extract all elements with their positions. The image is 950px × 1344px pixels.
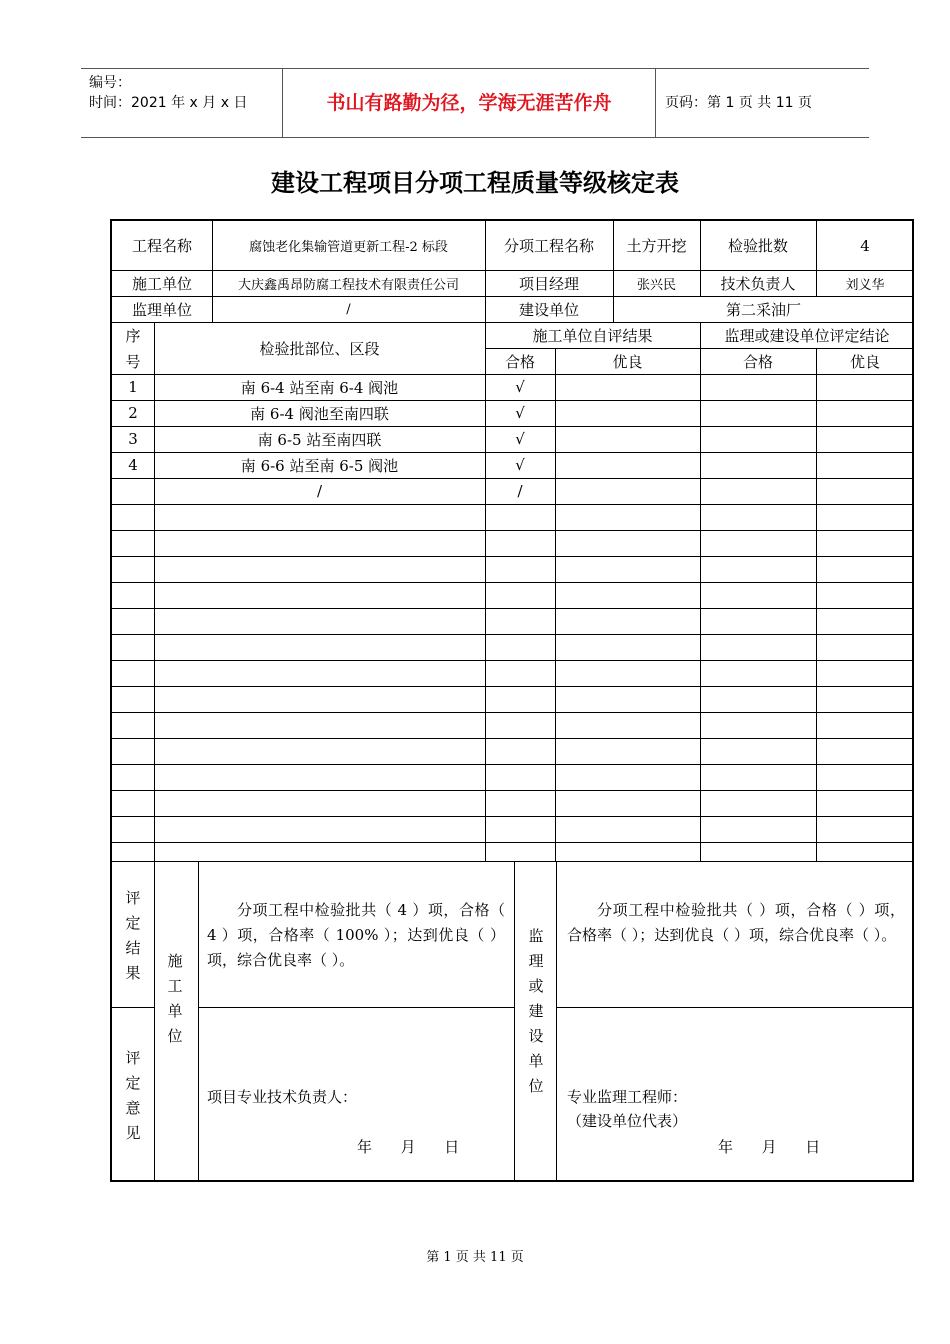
contractor-label: 施工单位: [131, 274, 192, 293]
grid-line: [112, 504, 914, 505]
row-pass: √: [515, 456, 525, 474]
grid-line: [112, 634, 914, 635]
result-label: 评 定 结 果: [125, 889, 141, 982]
grid-line: [198, 1007, 514, 1008]
row-location: 南 6-4 阀池至南四联: [250, 404, 389, 423]
grid-line: [112, 842, 914, 843]
row-pass: √: [515, 378, 525, 396]
row-location: 南 6-4 站至南 6-4 阀池: [240, 378, 399, 397]
grid-line: [154, 861, 155, 1182]
sub-project-label: 分项工程名称: [503, 237, 594, 255]
pass-header: 合格: [504, 352, 535, 371]
row-location: 南 6-5 站至南四联: [257, 430, 382, 449]
grid-line: [112, 712, 914, 713]
row-seq: [112, 478, 154, 504]
row-seq: 4: [128, 456, 138, 474]
supervisor-date: 年 月 日: [718, 1138, 821, 1156]
sup-excellent-header: 优良: [849, 352, 880, 371]
seq-header-1: 序: [125, 326, 141, 345]
tech-lead: 刘义华: [845, 277, 885, 293]
page-title: 建设工程项目分项工程质量等级核定表: [271, 168, 679, 197]
grid-line: [112, 790, 914, 791]
seq-header-2: 号: [125, 352, 141, 371]
contractor: 大庆鑫禹昂防腐工程技术有限责任公司: [237, 277, 459, 293]
grid-line: [112, 660, 914, 661]
grid-line: [198, 861, 199, 1182]
header-meta: [89, 73, 247, 113]
owner-rep-label: （建设单位代表）: [567, 1112, 688, 1130]
row-pass: √: [515, 430, 525, 448]
document-number-label: 编号：: [89, 75, 131, 91]
row-location: /: [316, 482, 323, 500]
grid-line: [112, 861, 914, 862]
grid-line: [112, 686, 914, 687]
pm: 张兴民: [636, 277, 676, 293]
grid-line: [556, 1007, 914, 1008]
motto: 书山有路勤为径，学海无涯苦作舟: [326, 92, 612, 114]
supervisor-unit-label: 监 理 或 建 设 单 位: [528, 927, 544, 1095]
document-time: 时间：2021 年 x 月 x 日: [89, 95, 248, 111]
sup-pass-header: 合格: [742, 352, 773, 371]
location-header: 检验批部位、区段: [259, 339, 380, 358]
grid-line: [112, 530, 914, 531]
project-name-label: 工程名称: [131, 237, 192, 255]
grid-line: [700, 322, 701, 861]
batch-count: 4: [860, 236, 870, 255]
row-location: 南 6-6 站至南 6-5 阀池: [240, 456, 399, 475]
grid-line: [112, 582, 914, 583]
owner: 第二采油厂: [725, 300, 801, 319]
contractor-sign-label: 项目专业技术负责人：: [207, 1088, 358, 1106]
contractor-date: 年 月 日: [357, 1138, 460, 1156]
grid-line: [556, 861, 557, 1182]
owner-label: 建设单位: [518, 300, 579, 319]
supervisor: /: [346, 301, 351, 317]
contractor-unit-label: 施 工 单 位: [167, 952, 183, 1045]
quality-assessment-table: [110, 219, 914, 1182]
page-info: 页码：第 1 页 共 11 页: [665, 95, 812, 111]
grid-line: [112, 608, 914, 609]
grid-line: [555, 348, 556, 861]
grid-line: [112, 764, 914, 765]
grid-line: [816, 348, 817, 861]
sub-project: 土方开挖: [626, 237, 687, 255]
opinion-label: 评 定 意 见: [125, 1049, 141, 1142]
supervisor-result-text: 分项工程中检验批共（ ）项，合格（ ）项，合格率（ ）；达到优良（ ）项，综合优良率（ ）。: [567, 901, 905, 944]
sup-eval-header: 监理或建设单位评定结论: [724, 326, 890, 345]
document-header: [81, 68, 869, 138]
supervisor-label: 监理单位: [131, 300, 192, 319]
grid-line: [514, 861, 515, 1182]
grid-line: [112, 738, 914, 739]
row-seq: 3: [128, 430, 138, 448]
row-pass: /: [517, 482, 523, 500]
row-pass: √: [515, 404, 525, 422]
self-eval-header: 施工单位自评结果: [532, 326, 653, 345]
header-divider: [655, 69, 656, 137]
grid-line: [112, 556, 914, 557]
project-name: 腐蚀老化集输管道更新工程-2 标段: [249, 240, 448, 255]
excellent-header: 优良: [612, 352, 643, 371]
page-footer: 第 1 页 共 11 页: [426, 1250, 524, 1265]
supervisor-sign-label: 专业监理工程师：: [567, 1088, 688, 1106]
row-seq: 1: [128, 378, 138, 396]
grid-line: [112, 1007, 154, 1008]
contractor-result-text: 分项工程中检验批共（ 4 ）项，合格（ 4 ）项，合格率（ 100% ）；达到优良（ ）项，综合优良率（ ）。: [207, 901, 505, 969]
pm-label: 项目经理: [518, 274, 579, 293]
row-seq: 2: [128, 404, 138, 422]
batch-count-label: 检验批数: [727, 237, 788, 255]
grid-line: [112, 816, 914, 817]
tech-lead-label: 技术负责人: [720, 274, 796, 293]
